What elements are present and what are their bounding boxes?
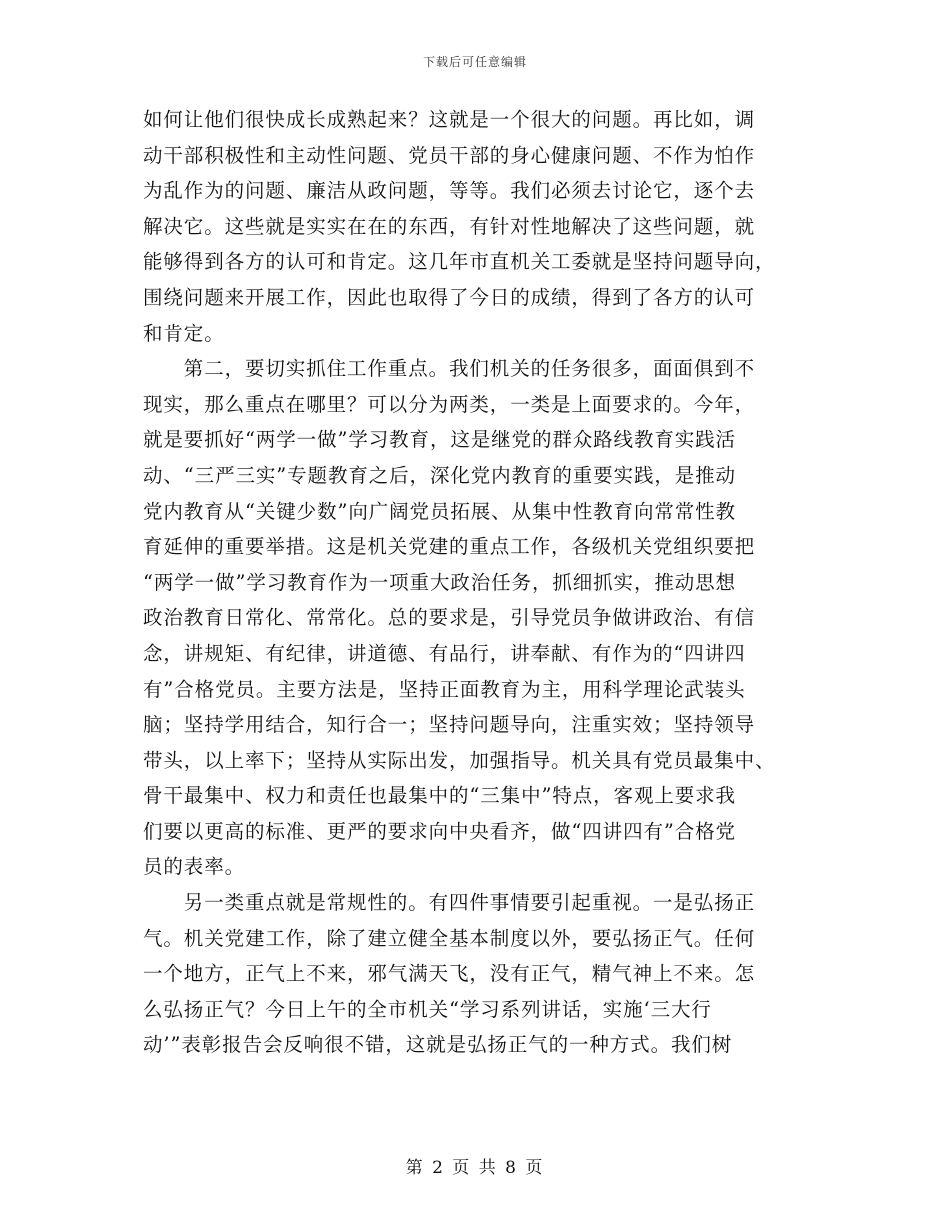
text-line: “两学一做”学习教育作为一项重大政治任务，抓细抓实，推动思想 (143, 570, 736, 594)
paragraph-1 (143, 102, 811, 351)
text-line: 脑；坚持学用结合，知行合一；坚持问题导向，注重实效；坚持领导 (143, 713, 756, 737)
text-line: 带头，以上率下；坚持从实际出发，加强指导。机关具有党员最集中、 (143, 748, 776, 772)
text-line: 么弘扬正气？今日上午的全市机关“学习系列讲话，实施‘三大行 (143, 997, 712, 1021)
text-line: 气。机关党建工作，除了建立健全基本制度以外，要弘扬正气。任何 (143, 926, 756, 950)
text-line: 第二，要切实抓住工作重点。我们机关的任务很多，面面俱到不 (143, 357, 756, 381)
text-line: 念，讲规矩、有纪律，讲道德、有品行，讲奉献、有作为的“四讲四 (143, 641, 746, 665)
text-line: 党内教育从“关键少数”向广阔党员拓展、从集中性教育向常常性教 (143, 499, 736, 523)
text-line: 一个地方，正气上不来，邪气满天飞，没有正气，精气神上不来。怎 (143, 962, 756, 986)
text-line: 动干部积极性和主动性问题、党员干部的身心健康问题、不作为怕作 (143, 143, 756, 167)
text-line: 就是要抓好“两学一做”学习教育，这是继党的群众路线教育实践活 (143, 428, 736, 452)
text-line: 动’”表彰报告会反响很不错，这就是弘扬正气的一种方式。我们树 (143, 1033, 733, 1057)
text-line: 和肯定。 (143, 321, 225, 345)
text-line: 政治教育日常化、常常化。总的要求是，引导党员争做讲政治、有信 (143, 606, 756, 630)
text-line: 如何让他们很快成长成熟起来？这就是一个很大的问题。再比如，调 (143, 108, 756, 131)
text-line: 另一类重点就是常规性的。有四件事情要引起重视。一是弘扬正 (143, 891, 756, 915)
text-line: 为乱作为的问题、廉洁从政问题，等等。我们必须去讨论它，逐个去 (143, 179, 756, 203)
text-line: 动、“三严三实”专题教育之后，深化党内教育的重要实践，是推动 (143, 463, 736, 487)
text-line: 现实，那么重点在哪里？可以分为两类，一类是上面要求的。今年， (143, 392, 756, 416)
text-line: 能够得到各方的认可和肯定。这几年市直机关工委就是坚持问题导向， (143, 250, 776, 274)
text-line: 骨干最集中、权力和责任也最集中的“三集中”特点，客观上要求我 (143, 784, 736, 808)
text-line: 们要以更高的标准、更严的要求向中央看齐，做“四讲四有”合格党 (143, 819, 736, 843)
paragraph-3 (143, 885, 811, 1063)
text-line: 员的表率。 (143, 855, 246, 879)
text-line: 有”合格党员。主要方法是，坚持正面教育为主，用科学理论武装头 (143, 677, 746, 701)
page-header: 下载后可任意编辑 (422, 55, 527, 69)
paragraph-2 (143, 351, 811, 885)
text-line: 育延伸的重要举措。这是机关党建的重点工作，各级机关党组织要把 (143, 535, 756, 559)
document-body (143, 102, 811, 1063)
text-line: 解决它。这些就是实实在在的东西，有针对性地解决了这些问题，就 (143, 214, 756, 238)
text-line: 围绕问题来开展工作，因此也取得了今日的成绩，得到了各方的认可 (143, 285, 756, 309)
page-number-footer: 第 2 页 共 8 页 (405, 1158, 545, 1178)
